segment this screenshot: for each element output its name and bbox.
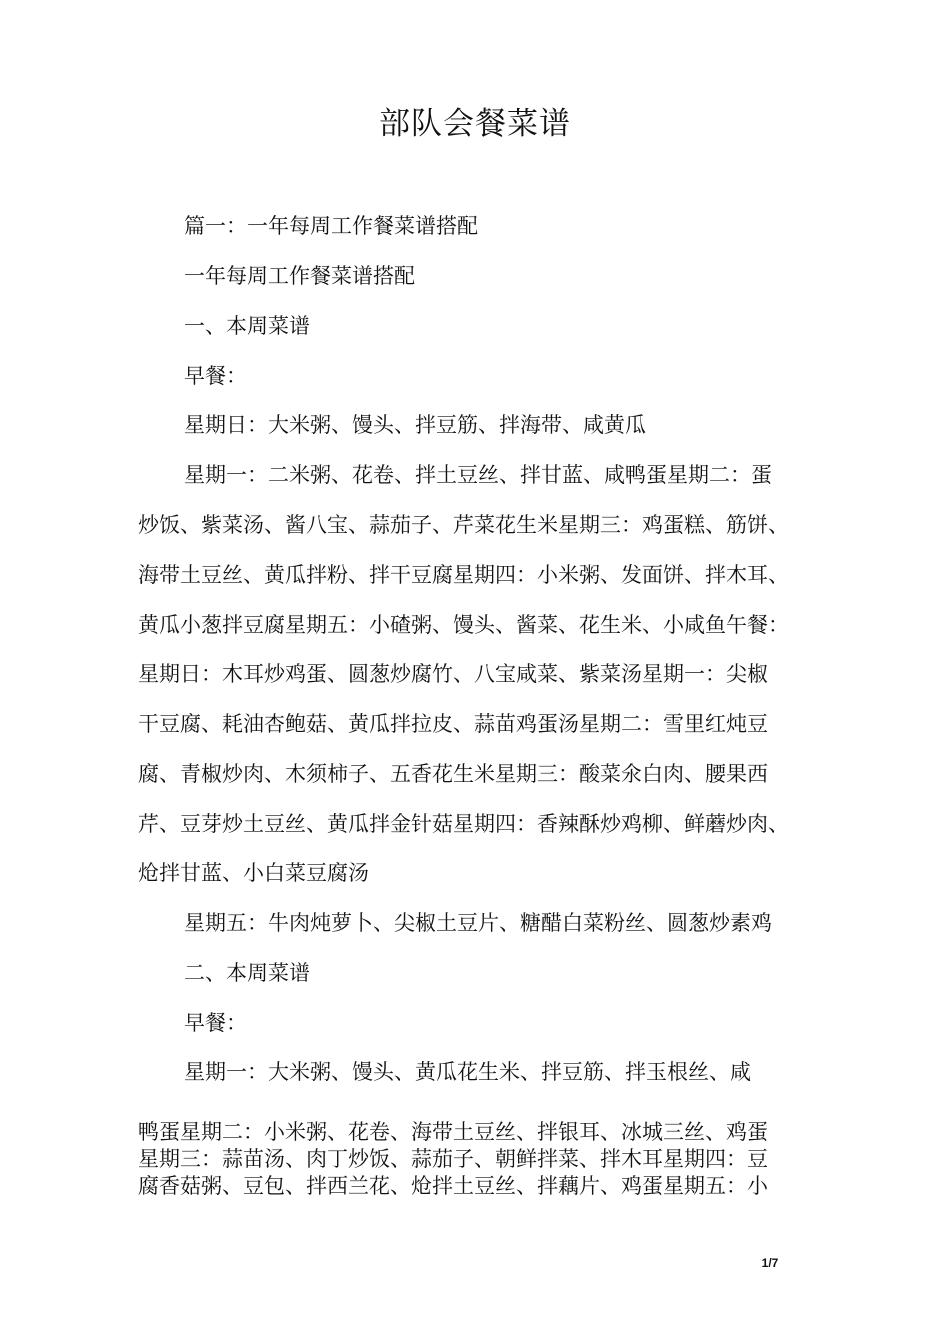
paragraph-line: 黄瓜小葱拌豆腐星期五：小碴粥、馒头、酱菜、花生米、小咸鱼午餐：	[138, 613, 789, 637]
section-heading: 篇一：一年每周工作餐菜谱搭配	[184, 214, 478, 238]
meal-label: 早餐：	[184, 364, 247, 388]
paragraph-line: 炝拌甘蓝、小白菜豆腐汤	[138, 861, 369, 885]
page-number: 1/7	[761, 1256, 779, 1270]
section-heading: 一、本周菜谱	[184, 314, 310, 338]
paragraph-line: 星期日：木耳炒鸡蛋、圆葱炒腐竹、八宝咸菜、紫菜汤星期一：尖椒	[138, 662, 768, 686]
paragraph-line: 星期三：蒜苗汤、肉丁炒饭、蒜茄子、朝鲜拌菜、拌木耳星期四：豆	[138, 1147, 768, 1171]
section-heading: 二、本周菜谱	[184, 961, 310, 985]
paragraph-line: 星期五：牛肉炖萝卜、尖椒土豆片、糖醋白菜粉丝、圆葱炒素鸡	[184, 911, 772, 935]
paragraph-line: 芹、豆芽炒土豆丝、黄瓜拌金针菇星期四：香辣酥炒鸡柳、鲜蘑炒肉、	[138, 812, 789, 836]
paragraph-line: 腐香菇粥、豆包、拌西兰花、炝拌土豆丝、拌藕片、鸡蛋星期五：小	[138, 1174, 768, 1198]
paragraph-line: 星期一：大米粥、馒头、黄瓜花生米、拌豆筋、拌玉根丝、咸	[184, 1060, 751, 1084]
paragraph-line: 星期一：二米粥、花卷、拌土豆丝、拌甘蓝、咸鸭蛋星期二：蛋	[184, 463, 772, 487]
paragraph-line: 干豆腐、耗油杏鲍菇、黄瓜拌拉皮、蒜苗鸡蛋汤星期二：雪里红炖豆	[138, 712, 768, 736]
document-title: 部队会餐菜谱	[379, 106, 571, 142]
subheading: 一年每周工作餐菜谱搭配	[184, 264, 415, 288]
meal-label: 早餐：	[184, 1011, 247, 1035]
paragraph-line: 炒饭、紫菜汤、酱八宝、蒜茄子、芹菜花生米星期三：鸡蛋糕、筋饼、	[138, 513, 789, 537]
paragraph-line: 星期日：大米粥、馒头、拌豆筋、拌海带、咸黄瓜	[184, 413, 646, 437]
paragraph-line: 腐、青椒炒肉、木须柿子、五香花生米星期三：酸菜氽白肉、腰果西	[138, 762, 768, 786]
paragraph-line: 海带土豆丝、黄瓜拌粉、拌干豆腐星期四：小米粥、发面饼、拌木耳、	[138, 563, 789, 587]
paragraph-line: 鸭蛋星期二：小米粥、花卷、海带土豆丝、拌银耳、冰城三丝、鸡蛋	[138, 1120, 768, 1144]
